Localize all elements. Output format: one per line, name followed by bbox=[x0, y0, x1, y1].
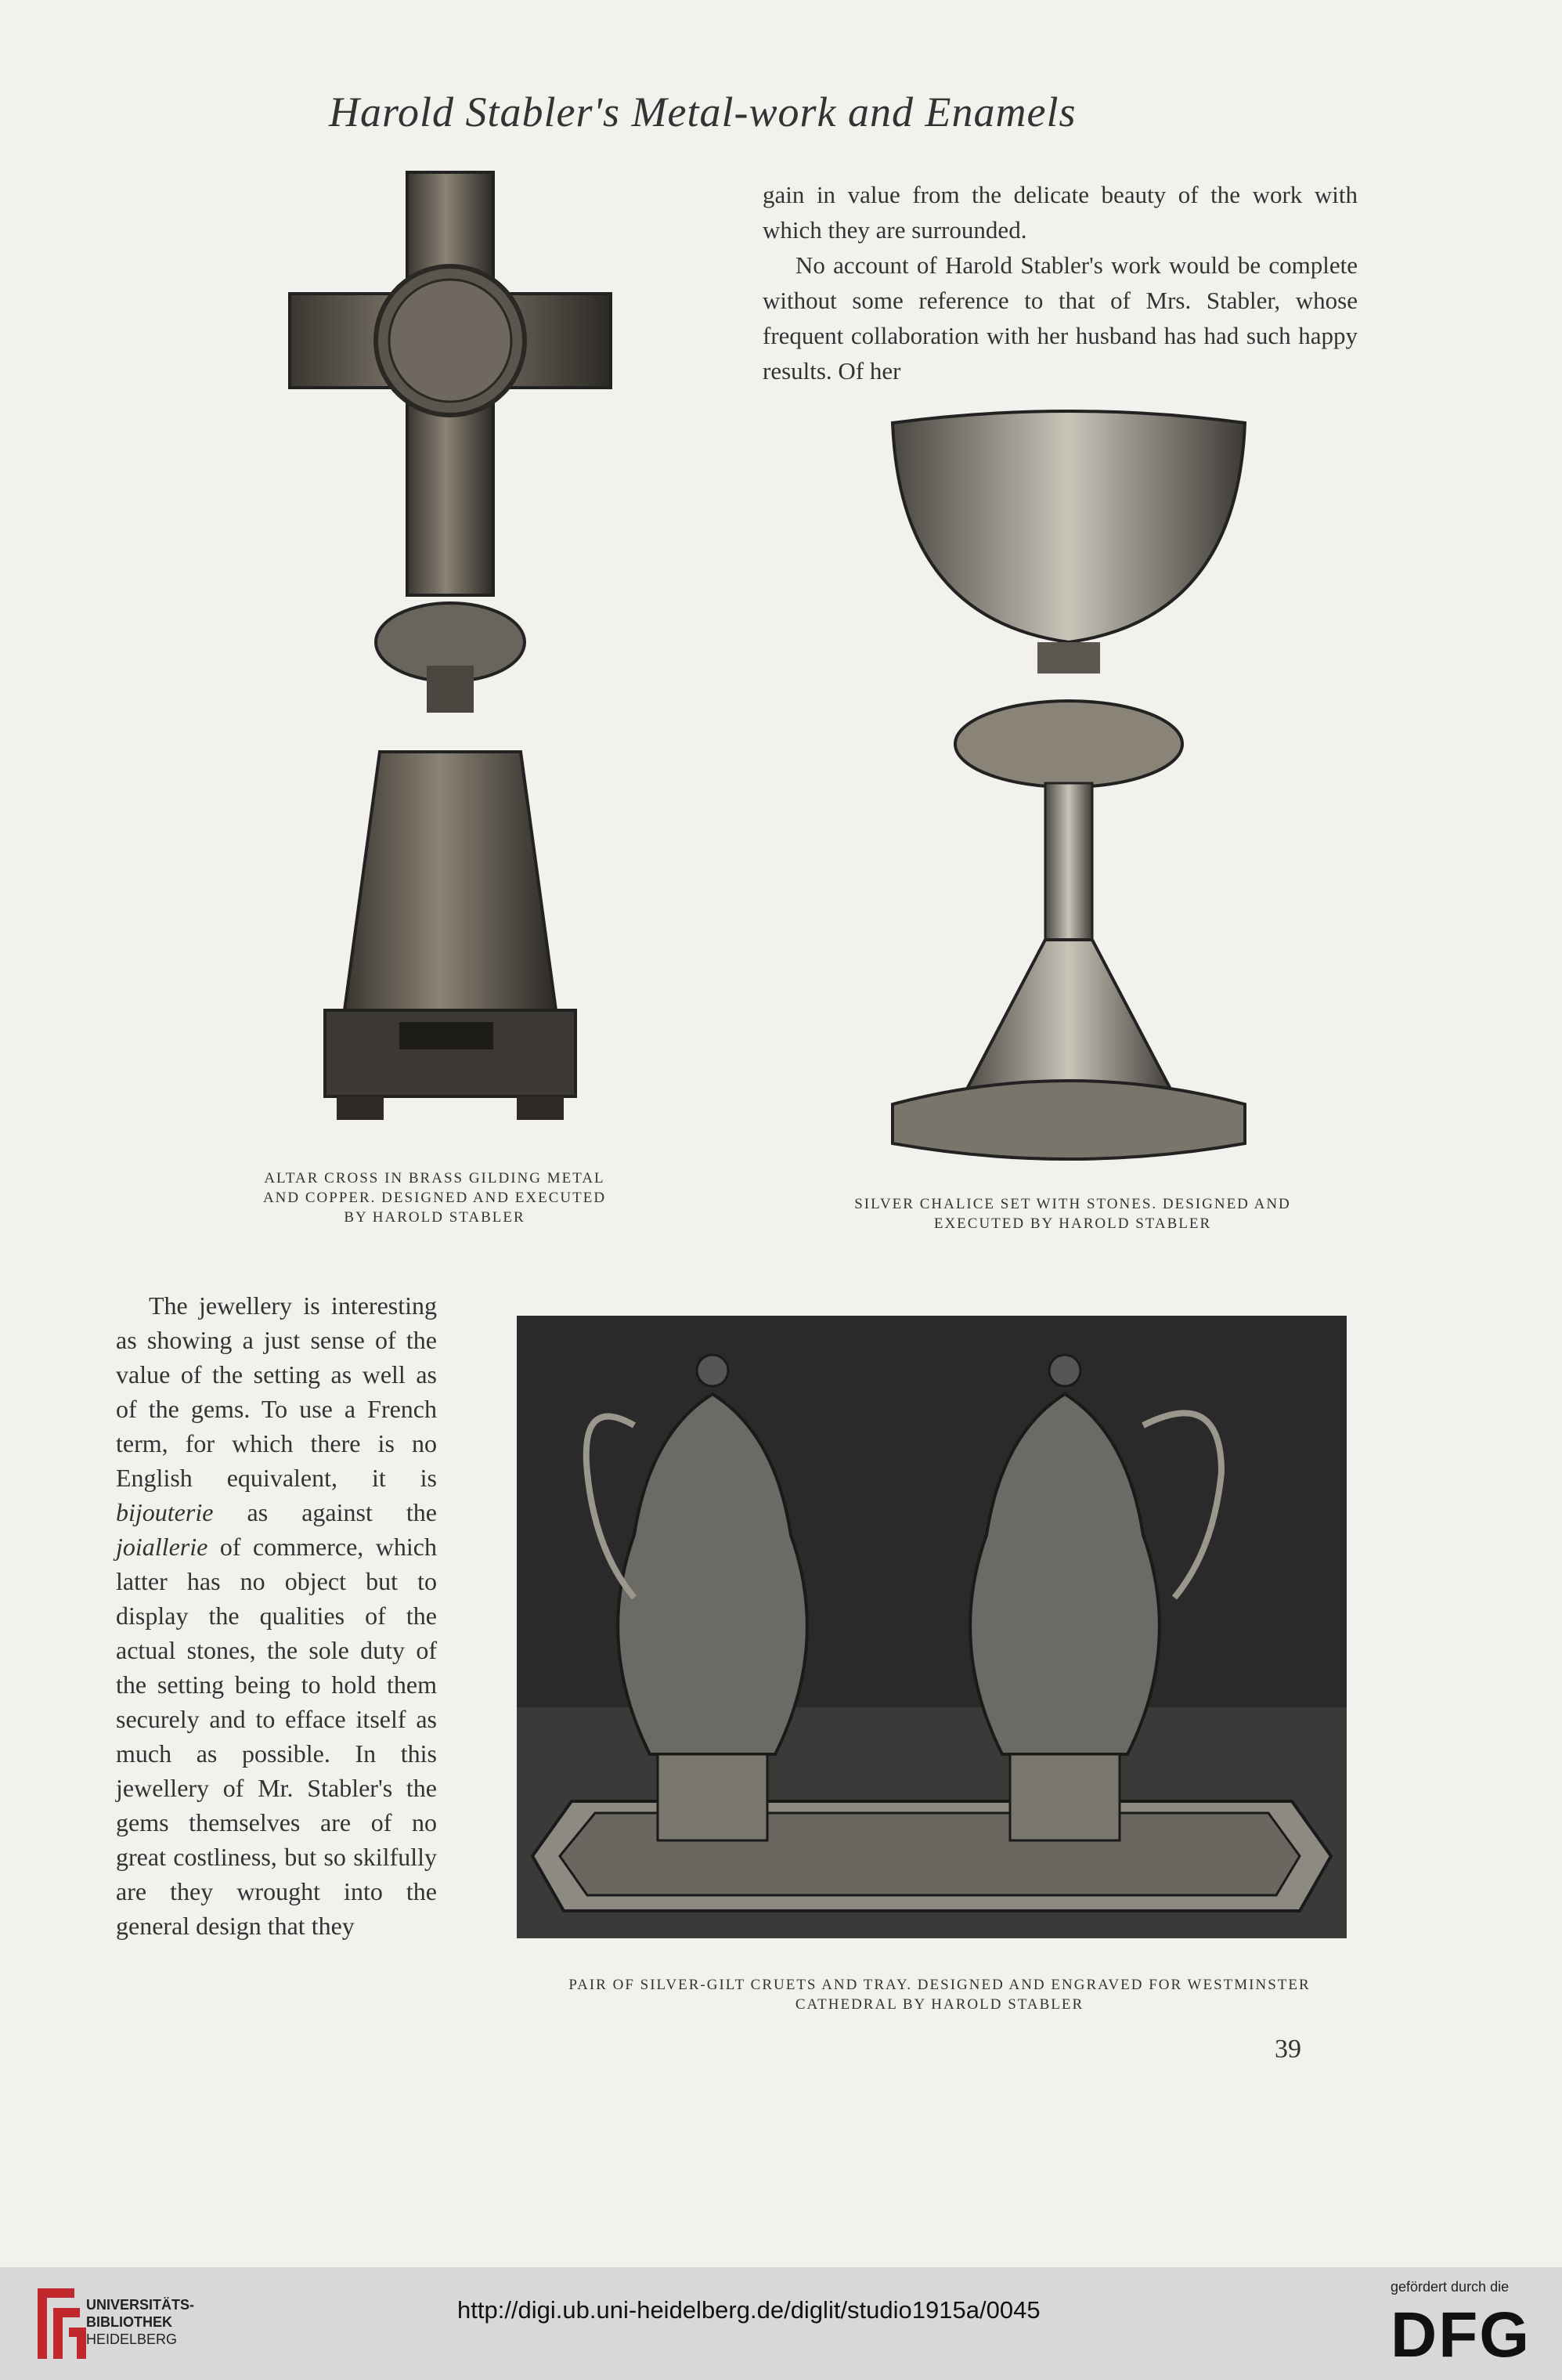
library-line: HEIDELBERG bbox=[86, 2331, 178, 2347]
caption-cruets: PAIR OF SILVER-GILT CRUETS AND TRAY. DESIGNED AND ENGRAVED FOR WESTMINSTER CATHEDRAL BY HAROLD STABLER bbox=[568, 1977, 1311, 2013]
text-span: The jewellery is interesting as showing a just sense of the value of the setting as well as of the gems. To use a French term, for which there is no English equivalent, it is bbox=[116, 1291, 437, 1492]
emphasis-bijouterie: bijouterie bbox=[116, 1498, 214, 1526]
cruets-photo bbox=[517, 1316, 1347, 1938]
source-url-link[interactable]: http://digi.ub.uni-heidelberg.de/diglit/studio1915a/0045 bbox=[457, 2296, 1041, 2324]
altar-cross-photo bbox=[282, 157, 626, 1151]
dfg-logo: DFG bbox=[1391, 2299, 1531, 2371]
funded-by-label: gefördert durch die bbox=[1391, 2279, 1510, 2295]
paragraph: No account of Harold Stabler's work would be complete without some reference to that of Mrs. Stabler, whose frequent collaboration with her husband has had such happy results. Of her bbox=[763, 251, 1358, 385]
chalice-photo bbox=[846, 407, 1292, 1175]
page-number: 39 bbox=[1275, 2035, 1301, 2064]
library-line: BIBLIOTHEK bbox=[86, 2314, 172, 2330]
body-text-left bbox=[116, 1288, 437, 1943]
library-logo-icon bbox=[31, 2281, 94, 2367]
page-header: Harold Stabler's Metal-work and Enamels bbox=[329, 88, 1077, 135]
paragraph: gain in value from the delicate beauty of the work with which they are surrounded. bbox=[763, 181, 1358, 244]
caption-altar-cross: ALTAR CROSS IN BRASS GILDING METAL AND COPPER. DESIGNED AND EXECUTED BY HAROLD STABLER bbox=[262, 1170, 607, 1226]
body-text-top bbox=[763, 177, 1358, 388]
text-span: of commerce, which latter has no object but to display the qualities of the actual stones, the sole duty of the setting being to hold them securely and to efface itself as much as possible. In this jewellery of Mr. Stabler's the gems themselves are of no great costliness, but so skilfully are they wrought into the general design that they bbox=[116, 1533, 437, 1940]
library-line: UNIVERSITÄTS- bbox=[86, 2297, 195, 2313]
caption-chalice: SILVER CHALICE SET WITH STONES. DESIGNED AND EXECUTED BY HAROLD STABLER bbox=[854, 1196, 1291, 1232]
library-name bbox=[86, 2296, 194, 2348]
text-span: as against the bbox=[213, 1498, 437, 1526]
paragraph bbox=[116, 1288, 437, 1943]
emphasis-joiallerie: joiallerie bbox=[116, 1533, 208, 1561]
